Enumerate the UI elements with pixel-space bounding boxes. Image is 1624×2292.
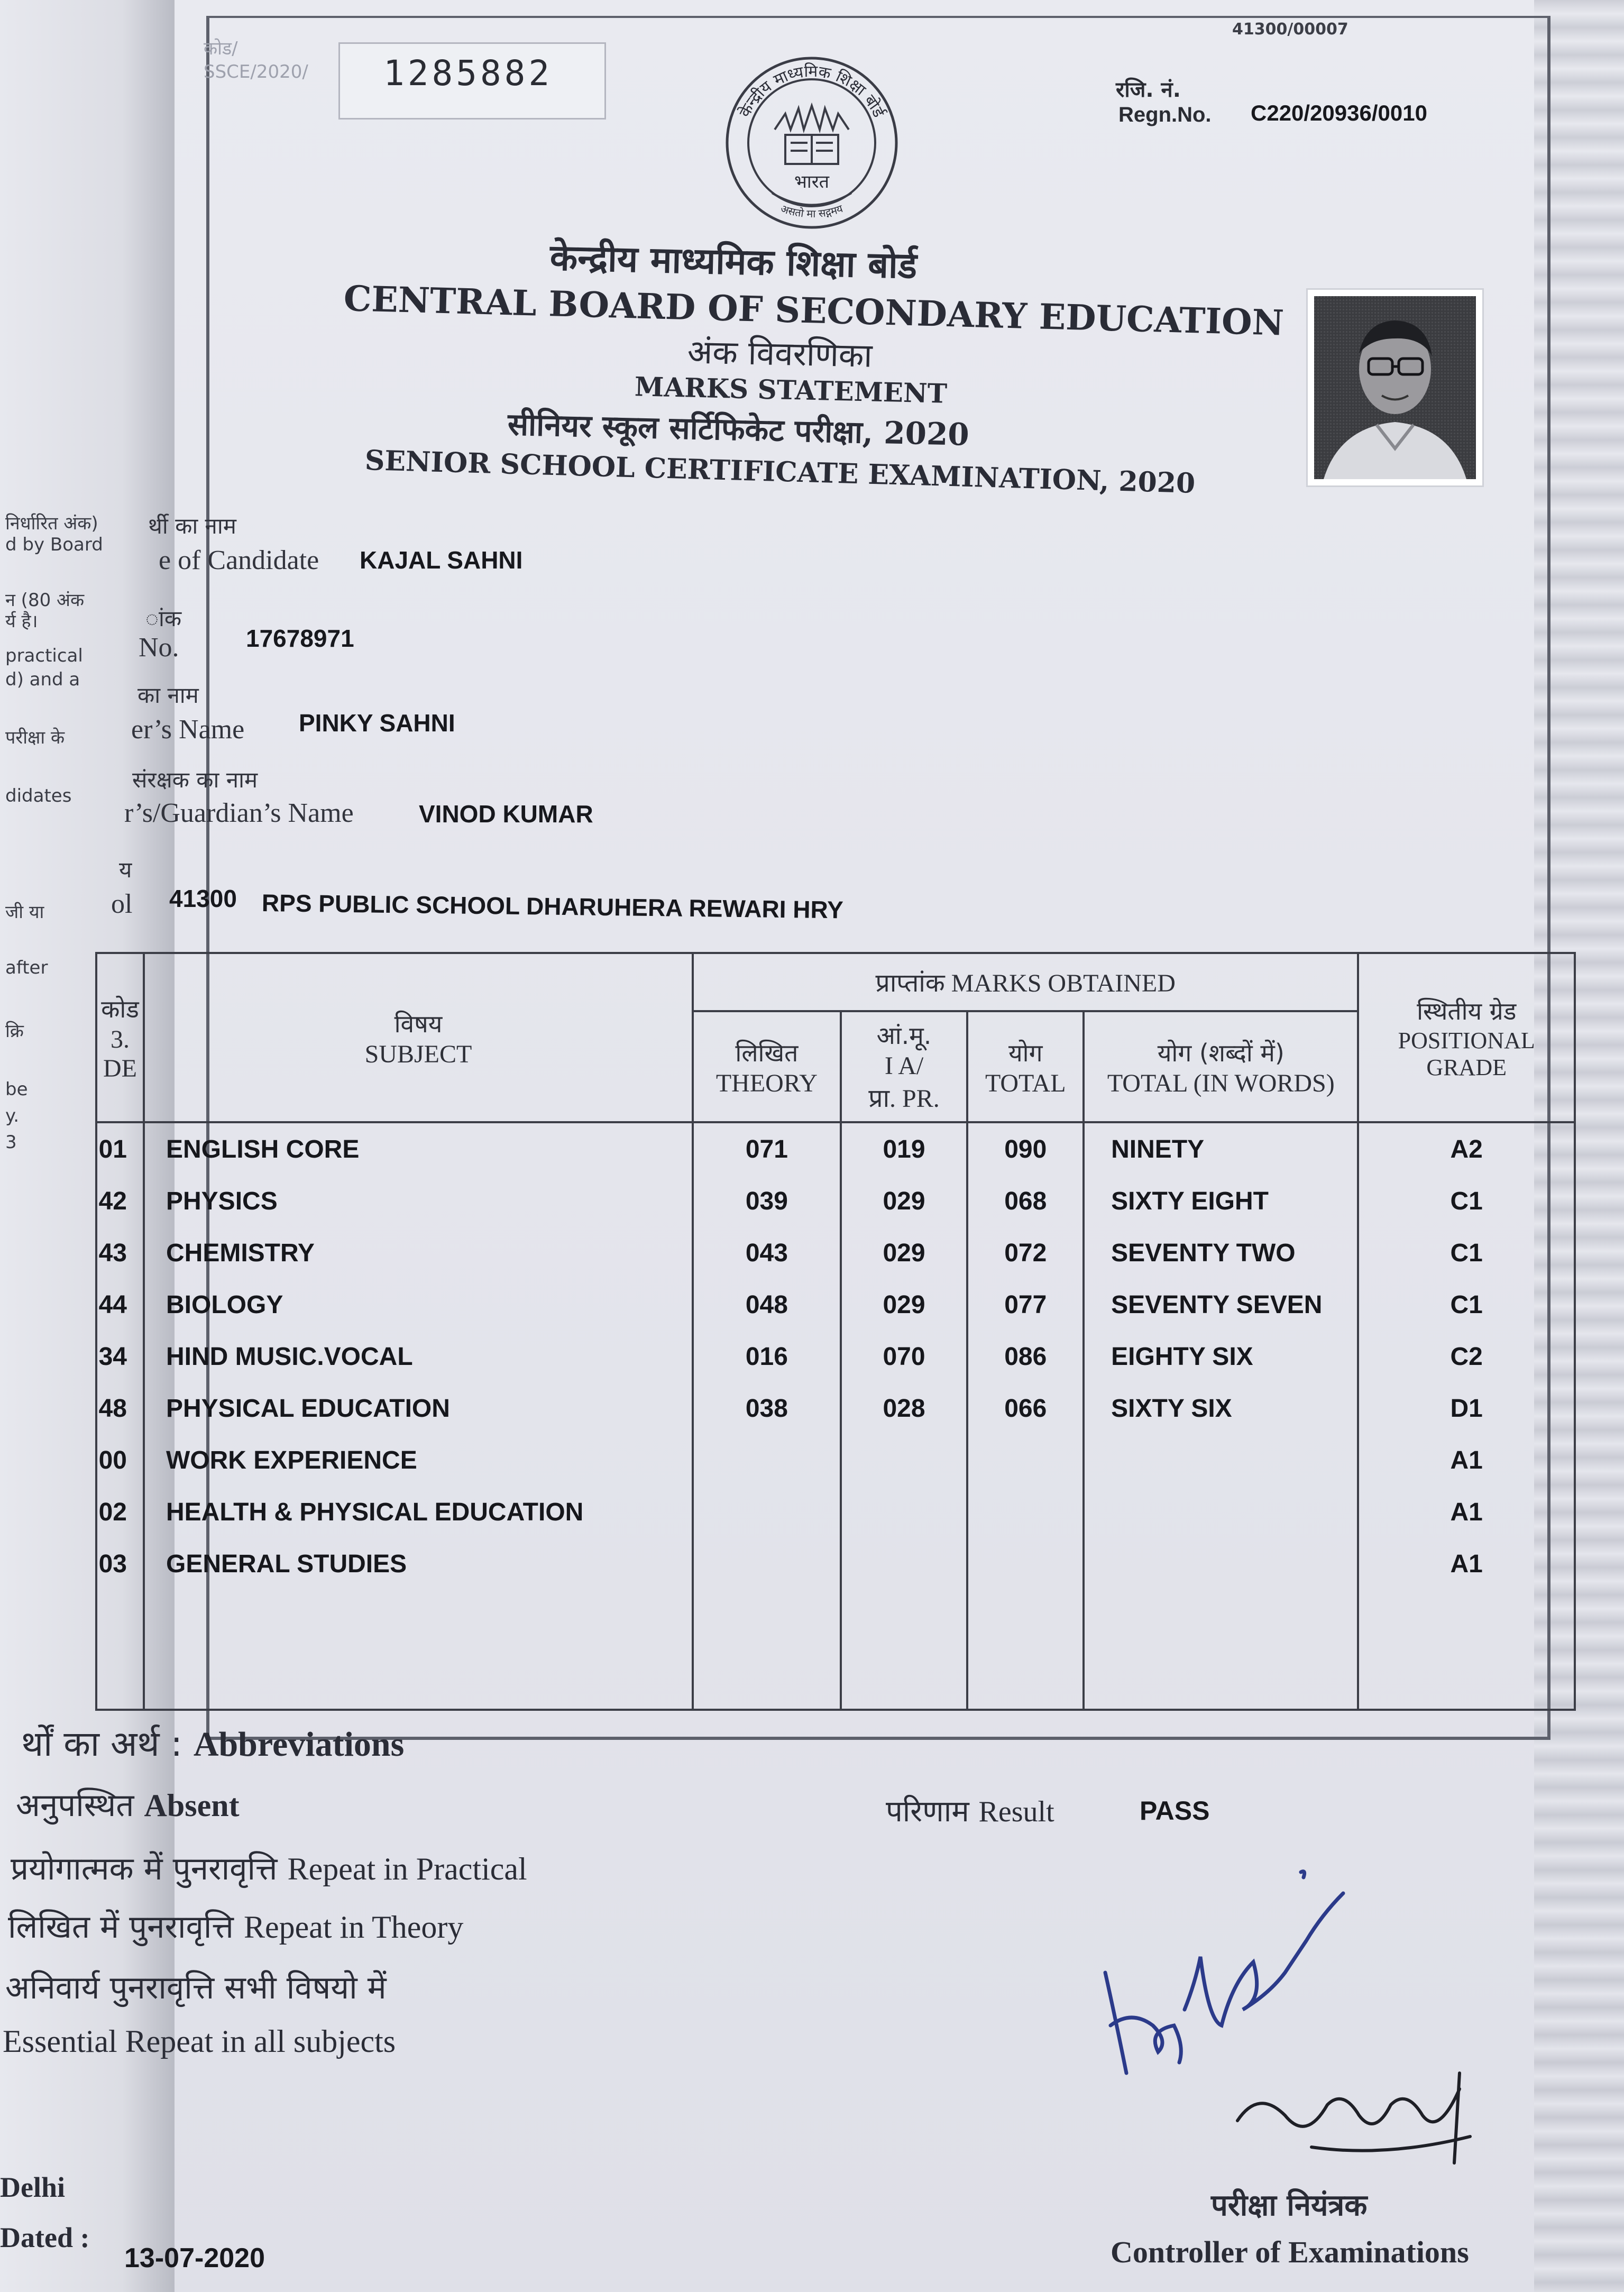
positional-grade: C1	[1358, 1175, 1575, 1227]
subject-name: PHYSICAL EDUCATION	[144, 1382, 693, 1434]
subject-code: 02	[96, 1486, 144, 1538]
corner-faint-text: कोड/ SSCE/2020/	[204, 38, 308, 82]
subject-code: 43	[96, 1227, 144, 1279]
father-name: VINOD KUMAR	[419, 800, 593, 828]
theory-header: THEORY	[715, 1069, 818, 1097]
subject-name: CHEMISTRY	[144, 1227, 693, 1279]
subject-code: 34	[96, 1331, 144, 1382]
total-header: TOTAL	[985, 1069, 1066, 1097]
grade-header-line1: POSITIONAL	[1398, 1028, 1535, 1053]
total-in-words	[1084, 1538, 1358, 1590]
table-row	[96, 1382, 1575, 1434]
subject-code: 01	[96, 1122, 144, 1175]
margin-text: didates	[5, 785, 72, 806]
total-in-words: EIGHTY SIX	[1084, 1331, 1358, 1382]
total-marks: 077	[967, 1279, 1084, 1331]
result-label	[886, 1790, 1054, 1830]
controller-signature	[1227, 2057, 1491, 2184]
exam-name-hindi: सीनियर स्कूल सर्टिफिकेट परीक्षा, 2020	[507, 406, 970, 453]
code-column-header	[96, 953, 144, 1122]
subject-header-hindi: विषय	[394, 1009, 443, 1038]
abbreviation-text: Essential Repeat in all subjects	[3, 2024, 396, 2059]
doc-title: MARKS STATEMENT	[634, 371, 948, 409]
subject-name: GENERAL STUDIES	[144, 1538, 693, 1590]
ia-marks	[841, 1486, 968, 1538]
marks-table-area	[95, 952, 1576, 1711]
theory-column-header	[693, 1011, 841, 1122]
table-row	[96, 1434, 1575, 1486]
mother-name-label-hindi: का नाम	[137, 682, 199, 708]
abbreviation-item	[11, 1846, 527, 1889]
marks-obtained-header	[693, 953, 1358, 1011]
subject-name: PHYSICS	[144, 1175, 693, 1227]
total-marks: 066	[967, 1382, 1084, 1434]
emblem-center-text: भारत	[794, 171, 829, 192]
mother-name-label: er’s Name	[131, 714, 245, 745]
theory-header-hindi: लिखित	[735, 1038, 799, 1067]
table-row	[96, 1486, 1575, 1538]
total-marks	[967, 1486, 1084, 1538]
abbreviation-item	[8, 1904, 463, 1947]
svg-text:केन्द्रीय माध्यमिक शिक्षा बोर्	[736, 62, 888, 121]
abbreviation-item	[3, 2023, 396, 2060]
roll-number: 17678971	[246, 625, 354, 652]
father-name-label-hindi: संरक्षक का नाम	[132, 767, 258, 793]
abbreviation-text: Repeat in Practical	[287, 1851, 527, 1886]
grade-header-hindi: स्थितीय ग्रेड	[1417, 997, 1517, 1025]
words-header-hindi: योग (शब्दों में)	[1157, 1038, 1284, 1067]
table-row	[96, 1279, 1575, 1331]
subject-header: SUBJECT	[364, 1040, 472, 1068]
subject-code: 48	[96, 1382, 144, 1434]
marks-obtained-header-hindi: प्राप्तांक	[875, 968, 945, 998]
theory-marks: 039	[693, 1175, 841, 1227]
table-row	[96, 1122, 1575, 1175]
school-label: ol	[111, 889, 133, 919]
subject-code: 00	[96, 1434, 144, 1486]
abbreviation-hindi: लिखित में पुनरावृत्ति	[8, 1909, 234, 1946]
total-marks: 090	[967, 1122, 1084, 1175]
margin-text: be	[5, 1079, 28, 1100]
abbreviation-text: Repeat in Theory	[243, 1910, 464, 1945]
subject-code: 42	[96, 1175, 144, 1227]
total-marks: 072	[967, 1227, 1084, 1279]
issue-date: 13-07-2020	[124, 2243, 265, 2273]
board-name-hindi: केन्द्रीय माध्यमिक शिक्षा बोर्ड	[549, 236, 917, 287]
positional-grade: A1	[1358, 1538, 1575, 1590]
marks-table	[95, 952, 1576, 1711]
words-header: TOTAL (IN WORDS)	[1107, 1069, 1335, 1097]
theory-marks: 048	[693, 1279, 841, 1331]
candidate-photo-image	[1308, 290, 1482, 485]
ia-marks: 070	[841, 1331, 968, 1382]
school-label-hindi: य	[119, 857, 132, 883]
subject-name: BIOLOGY	[144, 1279, 693, 1331]
grade-header-line2: GRADE	[1426, 1055, 1507, 1080]
ia-column-header	[841, 1011, 968, 1122]
total-in-words: NINETY	[1084, 1122, 1358, 1175]
total-marks	[967, 1434, 1084, 1486]
words-column-header	[1084, 1011, 1358, 1122]
subject-name: HEALTH & PHYSICAL EDUCATION	[144, 1486, 693, 1538]
subject-column-header	[144, 953, 693, 1122]
roll-label: No.	[139, 632, 179, 663]
candidate-name-label: e of Candidate	[159, 545, 319, 575]
ia-marks: 019	[841, 1122, 968, 1175]
theory-marks	[693, 1486, 841, 1538]
emblem-top-text: केन्द्रीय माध्यमिक शिक्षा बोर्ड	[736, 62, 888, 121]
subject-code: 03	[96, 1538, 144, 1590]
candidate-photo	[1306, 288, 1484, 487]
theory-marks: 043	[693, 1227, 841, 1279]
school-code: 41300	[169, 885, 237, 912]
total-header-hindi: योग	[1008, 1038, 1043, 1067]
margin-text: र्य है।	[5, 611, 38, 632]
abbreviation-text: Absent	[144, 1788, 240, 1823]
table-row	[96, 1175, 1575, 1227]
table-filler-row	[96, 1590, 1575, 1710]
result-label-hindi: परिणाम	[886, 1794, 969, 1829]
margin-text: 3	[5, 1132, 17, 1153]
regn-label: Regn.No.	[1118, 103, 1212, 126]
abbreviation-item	[5, 1965, 387, 2008]
margin-text: d by Board	[5, 534, 103, 555]
controller-title-hindi: परीक्षा नियंत्रक	[1211, 2188, 1368, 2223]
positional-grade: C1	[1358, 1279, 1575, 1331]
margin-text: क्रि	[5, 1021, 24, 1042]
result-label-text: Result	[978, 1795, 1054, 1828]
margin-text: practical	[5, 645, 83, 666]
positional-grade: C1	[1358, 1227, 1575, 1279]
exam-name: SENIOR SCHOOL CERTIFICATE EXAMINATION, 2020	[364, 444, 1196, 500]
total-in-words: SIXTY SIX	[1084, 1382, 1358, 1434]
positional-grade: A1	[1358, 1434, 1575, 1486]
total-marks: 086	[967, 1331, 1084, 1382]
positional-grade: D1	[1358, 1382, 1575, 1434]
margin-text: after	[5, 957, 48, 978]
subject-name: ENGLISH CORE	[144, 1122, 693, 1175]
subject-name: WORK EXPERIENCE	[144, 1434, 693, 1486]
abbreviations-heading-text: Abbreviations	[193, 1725, 405, 1764]
margin-text: जी या	[5, 902, 44, 923]
regn-label-hindi: रजि. नं.	[1116, 78, 1181, 102]
abbreviation-hindi: अनुपस्थित	[16, 1787, 134, 1824]
reference-number: 41300/00007	[1232, 20, 1348, 39]
board-name: CENTRAL BOARD OF SECONDARY EDUCATION	[343, 278, 1284, 344]
total-marks: 068	[967, 1175, 1084, 1227]
theory-marks: 038	[693, 1382, 841, 1434]
margin-text: न (80 अंक	[5, 590, 85, 611]
cbse-emblem-icon	[711, 56, 912, 235]
total-in-words	[1084, 1434, 1358, 1486]
subject-name: HIND MUSIC.VOCAL	[144, 1331, 693, 1382]
candidate-name-label-hindi: र्थी का नाम	[148, 513, 236, 539]
ia-marks	[841, 1538, 968, 1590]
positional-grade: A2	[1358, 1122, 1575, 1175]
abbreviation-item	[16, 1782, 240, 1826]
positional-grade: A1	[1358, 1486, 1575, 1538]
theory-marks	[693, 1434, 841, 1486]
place: Delhi	[0, 2171, 66, 2203]
ia-marks: 029	[841, 1175, 968, 1227]
roll-label-hindi: ांक	[145, 606, 182, 631]
father-name-label: r’s/Guardian’s Name	[124, 798, 354, 828]
total-in-words: SEVENTY SEVEN	[1084, 1279, 1358, 1331]
total-marks	[967, 1538, 1084, 1590]
theory-marks	[693, 1538, 841, 1590]
ia-marks: 029	[841, 1227, 968, 1279]
ia-header: I A/	[884, 1052, 924, 1080]
margin-text: परीक्षा के	[5, 727, 65, 748]
ia-marks	[841, 1434, 968, 1486]
abbreviations-heading-hindi: र्थों का अर्थ :	[21, 1723, 182, 1764]
code-header-line2: DE	[103, 1055, 137, 1083]
total-column-header	[967, 1011, 1084, 1122]
margin-text: y.	[5, 1105, 20, 1126]
pr-header: प्रा. PR.	[868, 1085, 940, 1113]
dated-label: Dated :	[0, 2222, 90, 2253]
code-header-hindi: कोड	[101, 995, 139, 1023]
total-in-words: SIXTY EIGHT	[1084, 1175, 1358, 1227]
total-in-words	[1084, 1486, 1358, 1538]
controller-title: Controller of Examinations	[1111, 2235, 1469, 2269]
school-name: RPS PUBLIC SCHOOL DHARUHERA REWARI HRY	[261, 889, 844, 924]
theory-marks: 016	[693, 1331, 841, 1382]
positional-grade: C2	[1358, 1331, 1575, 1382]
candidate-name: KAJAL SAHNI	[360, 546, 523, 574]
total-in-words: SEVENTY TWO	[1084, 1227, 1358, 1279]
ia-header-hindi: आं.मू.	[876, 1021, 932, 1050]
ia-marks: 028	[841, 1382, 968, 1434]
margin-text: d) and a	[5, 669, 80, 690]
table-row	[96, 1538, 1575, 1590]
serial-number: 1285882	[383, 53, 553, 94]
theory-marks: 071	[693, 1122, 841, 1175]
table-row	[96, 1331, 1575, 1382]
abbreviations-heading	[21, 1719, 404, 1766]
abbreviation-hindi: अनिवार्य पुनरावृत्ति सभी विषयो में	[5, 1969, 387, 2006]
subject-code: 44	[96, 1279, 144, 1331]
code-header-line1: 3.	[110, 1025, 130, 1053]
emblem-motto: असतो मा सद्गमय	[779, 201, 845, 221]
doc-title-hindi: अंक विवरणिका	[687, 332, 873, 375]
mother-name: PINKY SAHNI	[299, 709, 455, 737]
ia-marks: 029	[841, 1279, 968, 1331]
marks-obtained-header-text: MARKS OBTAINED	[951, 969, 1176, 997]
result-value: PASS	[1140, 1796, 1210, 1826]
margin-text: निर्धारित अंक)	[5, 513, 98, 534]
grade-column-header	[1358, 953, 1575, 1122]
regn-number: C220/20936/0010	[1251, 100, 1427, 125]
abbreviation-hindi: प्रयोगात्मक में पुनरावृत्ति	[11, 1850, 278, 1887]
table-row	[96, 1227, 1575, 1279]
